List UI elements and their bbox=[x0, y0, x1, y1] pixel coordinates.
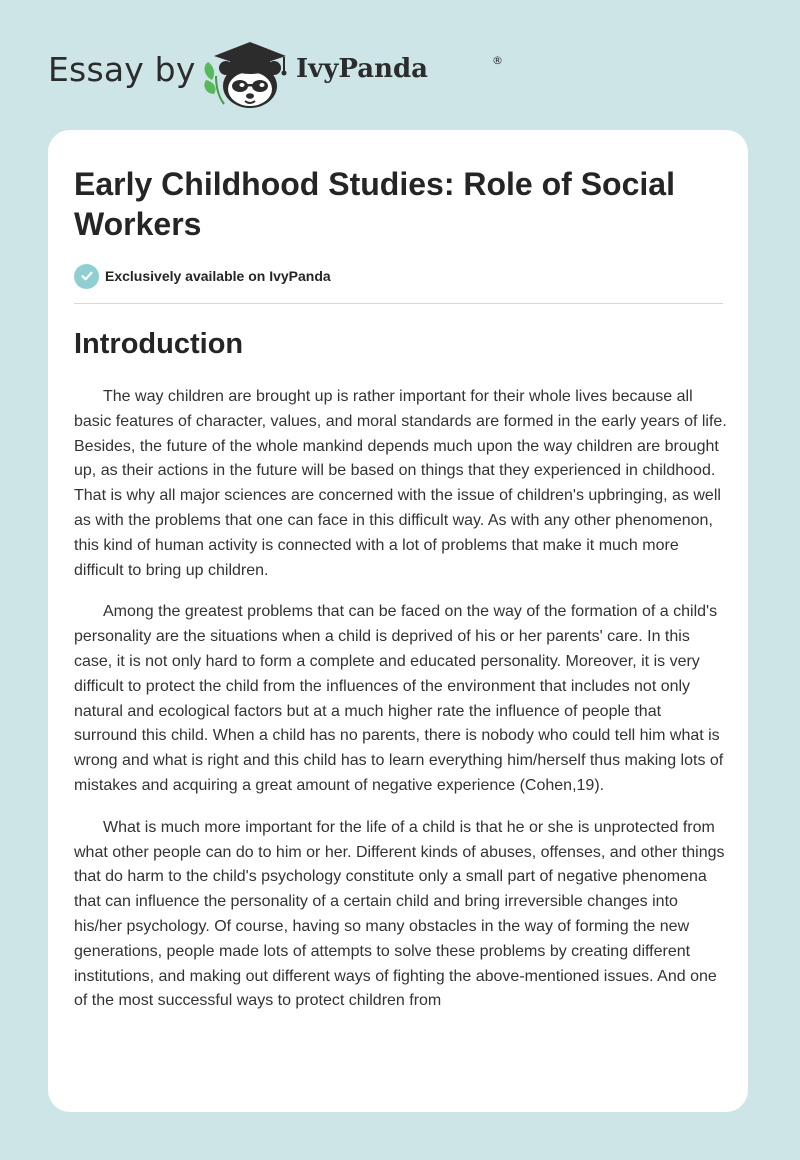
badge-text: Exclusively available on IvyPanda bbox=[105, 268, 331, 284]
paragraph: Among the greatest problems that can be faced on the way of the formation of a child's personality are the situations when a child is deprived of his or her parents' care. In this case, it is not only hard to form a complete and educated personality. Moreover, it is very difficult to protect the child from the influences of the environment that includes not only natural and ecological factors but at a much higher rate the influence of people that surround this child. When a child has no parents, there is nobody who could tell him what is wrong and what is right and this child has to learn everything him/herself thus making lots of mistakes and acquiring a great amount of negative experience (Cohen,19). bbox=[74, 603, 724, 794]
page-title: Early Childhood Studies: Role of Social Workers bbox=[74, 166, 675, 242]
panda-graduate-icon[interactable] bbox=[200, 36, 296, 110]
paragraph: The way children are brought up is rather important for their whole lives because all basic features of character, values, and moral standards are formed in the early years of life. Besides, the future of the whole mankind depends much upon the way children are brought up, as their actions in the future will be based on things that they experienced in childhood. That is why all major sciences are concerned with the issue of children's upbringing, as well as with the problems that one can face in this difficult way. As with any other phenomenon, this kind of human activity is connected with a lot of problems that make it much more difficult to bring up children. bbox=[74, 388, 727, 579]
brand-prefix: Essay by bbox=[48, 50, 196, 89]
article-body bbox=[74, 385, 728, 1031]
section-heading: Introduction bbox=[74, 328, 244, 360]
exclusive-badge bbox=[74, 263, 331, 289]
registered-mark: ® bbox=[492, 54, 503, 67]
essay-card bbox=[48, 130, 748, 1112]
check-circle-icon bbox=[74, 264, 99, 289]
site-header bbox=[48, 36, 508, 108]
divider bbox=[74, 303, 723, 304]
paragraph: What is much more important for the life of a child is that he or she is unprotected from what other people can do to him or her. Different kinds of abuses, offenses, and other things that do harm to the child's psychology constitute only a small part of negative phenomena that can influence the personality of a certain child and bring irreversible changes into his/her psychology. Of course, having so many obstacles in the way of forming the new generations, people made lots of attempts to solve these problems by creating different institutions, and making out different ways of fighting the above-mentioned issues. And one of the most successful ways to protect children from bbox=[74, 818, 725, 1010]
brand-name[interactable]: IvyPanda bbox=[296, 54, 429, 84]
